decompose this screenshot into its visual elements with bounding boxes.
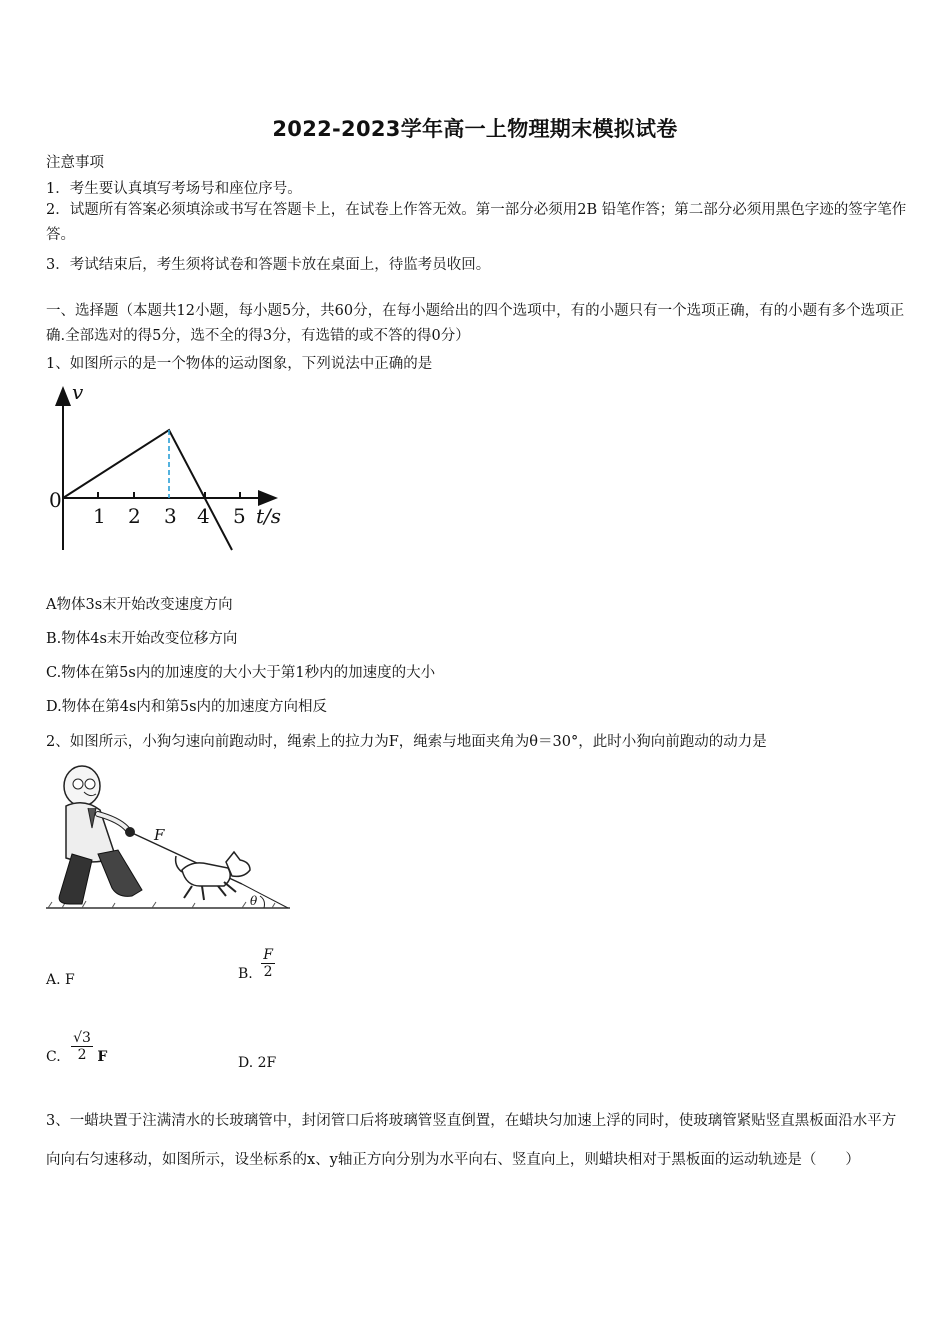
force-label: F [154,826,165,844]
page-title: 2022-2023学年高一上物理期末模拟试卷 [272,117,678,141]
tick-label: 2 [128,504,141,528]
question-2-option-a: A. F [46,972,75,988]
man-walking-dog-illustration [42,758,294,916]
tick-label: 5 [233,504,246,528]
question-3-stem: 3、一蜡块置于注满清水的长玻璃管中，封闭管口后将玻璃管竖直倒置，在蜡块匀加速上浮的同时，使玻璃管紧贴竖直黑板面沿水平方向向右匀速移动，如图所示，设坐标系的x、y轴正方向分别为水平向右、竖直向上，则蜡块相对于黑板面的运动轨迹是（ ） [46,1113,897,1168]
question-1-option-a: A物体3s末开始改变速度方向 [46,597,233,613]
option-c-prefix: C. [46,1049,61,1065]
option-b-prefix: B. [238,966,253,982]
question-2-option-b [238,944,275,982]
tick-label: 3 [164,504,177,528]
y-axis-label: v [72,380,84,404]
tick-label: 1 [93,504,106,528]
question-1-option-c: C.物体在第5s内的加速度的大小大于第1秒内的加速度的大小 [46,665,436,681]
option-c-suffix: F [97,1049,108,1065]
question-1-option-d: D.物体在第4s内和第5s内的加速度方向相反 [46,699,328,715]
question-2-option-c [46,1027,107,1065]
x-axis-label: t/s [256,504,282,528]
notice-item-1: 1．考生要认真填写考场号和座位序号。 [46,181,302,197]
question-2-option-d: D. 2F [238,1055,277,1071]
velocity-line [63,430,232,550]
tick-label: 4 [197,504,210,528]
origin-label: 0 [49,488,62,512]
notice-item-2: 2．试题所有答案必须填涂或书写在答题卡上，在试卷上作答无效。第一部分必须用2B 铅笔作答；第二部分必须用黑色字迹的签字笔作答。 [46,202,907,243]
section-heading: 一、选择题（本题共12小题，每小题5分，共60分，在每小题给出的四个选项中，有的小题只有一个选项正确，有的小题有多个选项正确.全部选对的得5分，选不全的得3分，有选错的或不答的得0分） [46,303,905,344]
notice-item-3: 3．考试结束后，考生须将试卷和答题卡放在桌面上，待监考员收回。 [46,257,491,273]
fraction-denominator: 2 [77,1046,87,1063]
notice-heading: 注意事项 [46,155,104,171]
fraction-numerator: √3 [73,1029,91,1046]
velocity-time-graph [42,378,292,558]
option-b-fraction [261,947,275,980]
question-2-stem: 2、如图所示，小狗匀速向前跑动时，绳索上的拉力为F，绳索与地面夹角为θ＝30°，此时小狗向前跑动的动力是 [46,734,767,750]
option-c-fraction [71,1030,93,1063]
question-1-stem: 1、如图所示的是一个物体的运动图象，下列说法中正确的是 [46,356,433,372]
fraction-numerator: F [263,946,273,963]
question-1-option-b: B.物体4s末开始改变位移方向 [46,631,238,647]
angle-label: θ [250,894,258,908]
fraction-denominator: 2 [263,963,273,980]
